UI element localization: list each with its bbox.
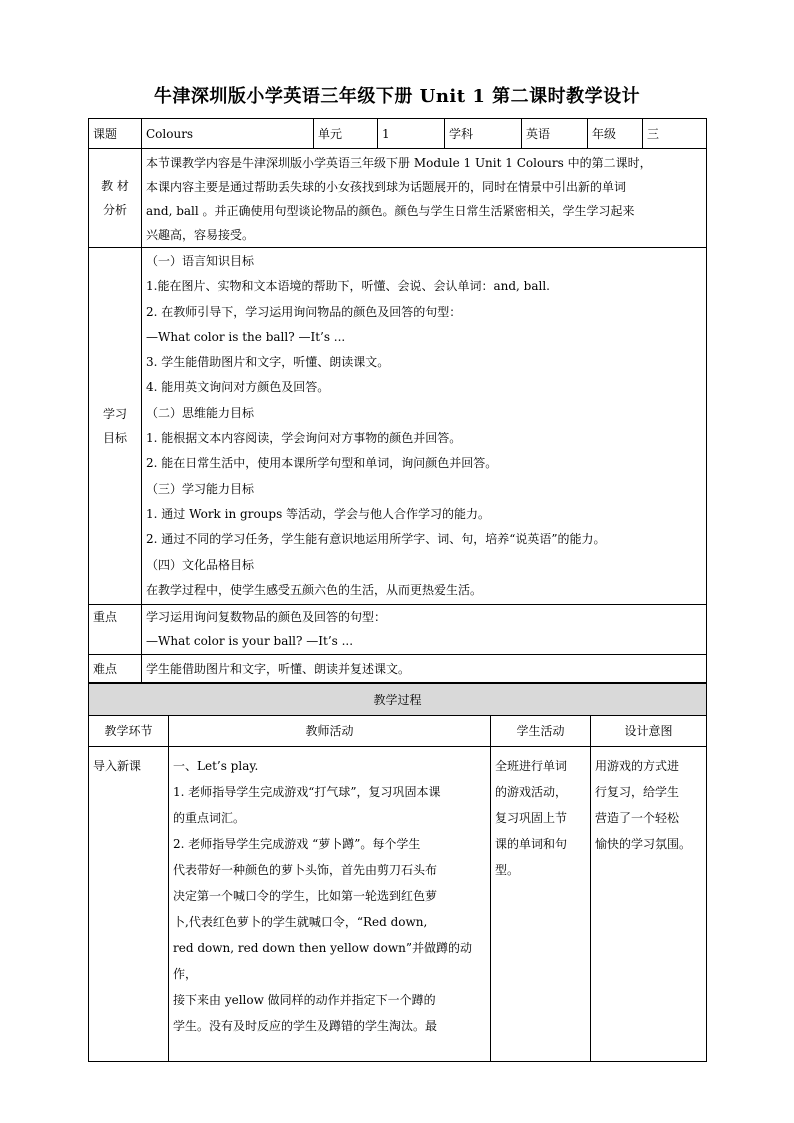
process-header-row [89, 684, 707, 716]
subject-value: 英语 [522, 119, 588, 149]
analysis-label: 教 材 分析 [89, 149, 142, 248]
teaching-process-table [88, 683, 707, 1062]
design-intent-cell: 用游戏的方式进 行复习，给学生 营造了一个轻松 愉快的学习氛围。 [591, 747, 707, 1062]
process-row-intro [89, 747, 707, 1062]
grade-label: 年级 [588, 119, 643, 149]
difficulties-row [89, 655, 707, 683]
unit-value: 1 [378, 119, 445, 149]
column-student-activity: 学生活动 [491, 716, 591, 747]
column-teacher-activity: 教师活动 [169, 716, 491, 747]
difficulties-text: 学生能借助图片和文字，听懂、朗读并复述课文。 [142, 655, 707, 683]
process-header: 教学过程 [89, 684, 707, 716]
column-design-intent: 设计意图 [591, 716, 707, 747]
column-stage: 教学环节 [89, 716, 169, 747]
analysis-text: 本节课教学内容是牛津深圳版小学英语三年级下册 Module 1 Unit 1 Colours 中的第二课时， 本课内容主要是通过帮助丢失球的小女孩找到球为话题展开的，同时在情景中引出新的单词 and, ball 。并正确使用句型谈论物品的颜色。颜色与学生日常生活紧密相关，学生学习起来 兴趣高，容易接受。 [142, 149, 707, 248]
student-activity-cell: 全班进行单词 的游戏活动， 复习巩固上节 课的单词和句 型。 [491, 747, 591, 1062]
teacher-activity-cell: 一、Let’s play. 1. 老师指导学生完成游戏“打气球”，复习巩固本课 的重点词汇。 2. 老师指导学生完成游戏 “萝卜蹲”。每个学生 代表带好一种颜色的萝卜头饰，首先由剪刀石头布 决定第一个喊口令的学生，比如第一轮选到红色萝 卜,代表红色萝卜的学生就喊口令，“Red down, red down, red down then yellow down”并做蹲的动作， 接下来由 yellow 做同样的动作并指定下一个蹲的 学生。没有及时反应的学生及蹲错的学生淘汰。最 [169, 747, 491, 1062]
key-points-row [89, 605, 707, 655]
objectives-row [89, 248, 707, 605]
lesson-info-table [88, 118, 707, 683]
objectives-text: （一）语言知识目标 1.能在图片、实物和文本语境的帮助下，听懂、会说、会认单词：and, ball. 2. 在教师引导下，学习运用询问物品的颜色及回答的句型： —What color is the ball? —It’s ... 3. 学生能借助图片和文字，听懂、朗读课文。 4. 能用英文询问对方颜色及回答。 （二）思维能力目标 1. 能根据文本内容阅读，学会询问对方事物的颜色并回答。 2. 能在日常生活中，使用本课所学句型和单词，询问颜色并回答。 （三）学习能力目标 1. 通过 Work in groups 等活动，学会与他人合作学习的能力。 2. 通过不同的学习任务，学生能有意识地运用所学字、词、句，培养“说英语”的能力。 （四）文化品格目标 在教学过程中，使学生感受五颜六色的生活，从而更热爱生活。 [142, 248, 707, 605]
grade-value: 三 [643, 119, 707, 149]
subject-label: 学科 [445, 119, 522, 149]
document-title: 牛津深圳版小学英语三年级下册 Unit 1 第二课时教学设计 [153, 86, 641, 107]
analysis-row [89, 149, 707, 248]
key-points-text: 学习运用询问复数物品的颜色及回答的句型： —What color is your ball? —It’s ... [142, 605, 707, 655]
difficulties-label: 难点 [89, 655, 142, 683]
objectives-label: 学习 目标 [89, 248, 142, 605]
header-row [89, 119, 707, 149]
topic-label: 课题 [89, 119, 142, 149]
key-points-label: 重点 [89, 605, 142, 655]
topic-value: Colours [142, 119, 314, 149]
unit-label: 单元 [314, 119, 378, 149]
stage-cell: 导入新课 [89, 747, 169, 1062]
process-columns-row [89, 716, 707, 747]
